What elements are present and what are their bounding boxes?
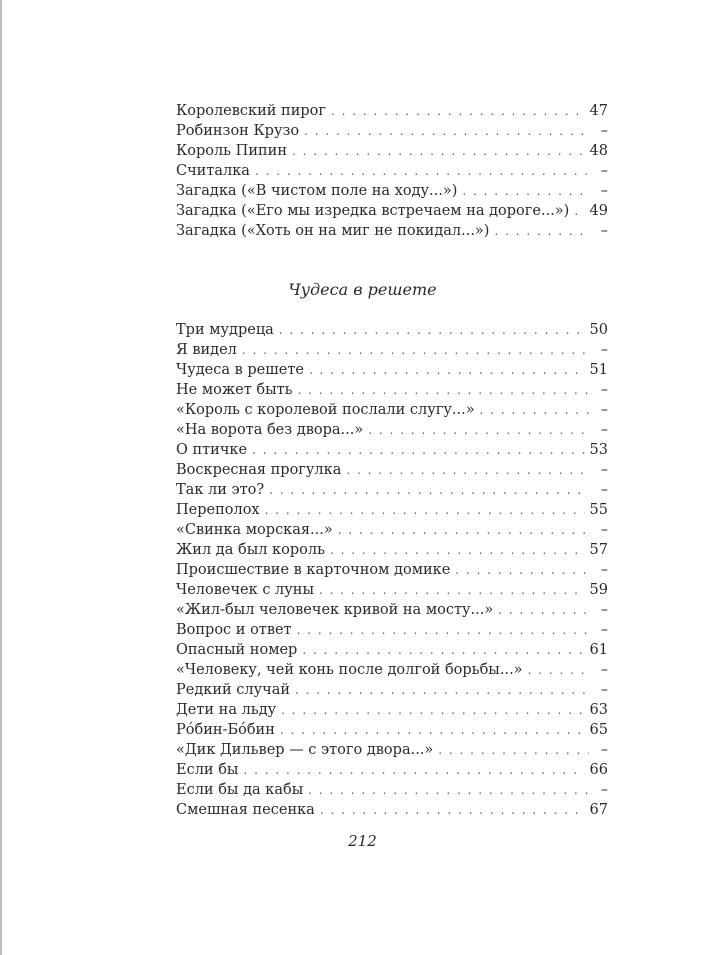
dot-leader — [455, 560, 589, 580]
toc-entry — [176, 141, 608, 161]
toc-entry-title: Воскресная прогулка — [176, 462, 342, 478]
toc-entry-page: – — [600, 342, 608, 358]
toc-entry-page: 63 — [589, 702, 608, 718]
dot-leader — [331, 101, 585, 121]
toc-entry-page: – — [600, 562, 608, 578]
dot-leader — [292, 141, 585, 161]
toc-entry-title: «Дик Дильвер — с этого двора...» — [176, 742, 434, 758]
toc-entry-title: «Свинка морская...» — [176, 522, 333, 538]
dot-leader — [242, 340, 589, 360]
toc-entry-title: Человечек с луны — [176, 582, 314, 598]
toc-entry-title: Загадка («В чистом поле на ходу...») — [176, 183, 458, 199]
dot-leader — [265, 500, 585, 520]
toc-entry-page: – — [600, 163, 608, 179]
toc-entry — [176, 640, 608, 660]
toc-entry — [176, 181, 608, 201]
toc-entry-title: Три мудреца — [176, 322, 274, 338]
toc-entry-page: – — [600, 462, 608, 478]
dot-leader — [304, 121, 589, 141]
toc-entry-title: Так ли это? — [176, 482, 265, 498]
toc-entry-page: 48 — [589, 143, 608, 159]
toc-entry — [176, 440, 608, 460]
toc-entry — [176, 121, 608, 141]
toc-entry-title: Загадка («Хоть он на миг не покидал...») — [176, 223, 490, 239]
dot-leader — [295, 680, 589, 700]
toc-entry — [176, 680, 608, 700]
toc-entry — [176, 540, 608, 560]
dot-leader — [498, 600, 589, 620]
toc-entry — [176, 320, 608, 340]
dot-leader — [298, 380, 589, 400]
toc-entry-title: Жил да был король — [176, 542, 325, 558]
dot-leader — [297, 620, 589, 640]
toc-entry-page: – — [600, 742, 608, 758]
toc-entry-title: Загадка («Его мы изредка встречаем на дороге...») — [176, 203, 570, 219]
dot-leader — [320, 800, 585, 820]
toc-entry — [176, 800, 608, 820]
dot-leader — [330, 540, 585, 560]
toc-entry — [176, 340, 608, 360]
toc-list-top — [176, 101, 608, 241]
toc-entry — [176, 221, 608, 241]
toc-entry-page: 47 — [589, 103, 608, 119]
toc-entry-page: – — [600, 602, 608, 618]
toc-entry — [176, 720, 608, 740]
toc-entry-title: Происшествие в карточном домике — [176, 562, 451, 578]
toc-entry-title: Не может быть — [176, 382, 293, 398]
toc-entry — [176, 700, 608, 720]
toc-entry-title: Вопрос и ответ — [176, 622, 292, 638]
dot-leader — [338, 520, 589, 540]
toc-entry — [176, 201, 608, 221]
toc-entry — [176, 360, 608, 380]
toc-entry-page: 67 — [589, 802, 608, 818]
toc-entry-title: Королевский пирог — [176, 103, 326, 119]
dot-leader — [480, 400, 589, 420]
toc-entry-page: 50 — [589, 322, 608, 338]
toc-entry-title: Чудеса в решете — [176, 362, 304, 378]
toc-entry-page: 59 — [589, 582, 608, 598]
toc-entry-page: 53 — [589, 442, 608, 458]
toc-entry-title: Опасный номер — [176, 642, 298, 658]
toc-entry — [176, 580, 608, 600]
dot-leader — [494, 221, 589, 241]
toc-entry — [176, 161, 608, 181]
toc-entry-title: «Человеку, чей конь после долгой борьбы...» — [176, 662, 523, 678]
dot-leader — [302, 640, 584, 660]
toc-entry-page: 49 — [589, 203, 608, 219]
toc-entry-page: – — [600, 622, 608, 638]
dot-leader — [252, 440, 584, 460]
toc-entry-title: Робинзон Крузо — [176, 123, 300, 139]
toc-entry-title: Рóбин-Бóбин — [176, 722, 275, 738]
section-title: Чудеса в решете — [288, 280, 437, 299]
dot-leader — [269, 480, 589, 500]
page-number: 212 — [348, 832, 377, 850]
toc-entry — [176, 660, 608, 680]
page-edge — [0, 0, 2, 955]
dot-leader — [281, 700, 584, 720]
toc-entry — [176, 460, 608, 480]
toc-entry-page: – — [600, 223, 608, 239]
toc-entry-page: – — [600, 422, 608, 438]
toc-entry-page: 61 — [589, 642, 608, 658]
toc-entry — [176, 620, 608, 640]
toc-entry-page: – — [600, 662, 608, 678]
toc-entry-page: – — [600, 382, 608, 398]
toc-entry-page: – — [600, 782, 608, 798]
toc-entry — [176, 400, 608, 420]
toc-entry — [176, 420, 608, 440]
toc-entry-title: Если бы да кабы — [176, 782, 304, 798]
dot-leader — [574, 201, 584, 221]
toc-entry-page: 55 — [589, 502, 608, 518]
toc-entry-title: Считалка — [176, 163, 250, 179]
toc-entry — [176, 380, 608, 400]
toc-entry-title: Дети на льду — [176, 702, 277, 718]
toc-entry-page: – — [600, 402, 608, 418]
toc-entry-title: «На ворота без двора...» — [176, 422, 364, 438]
toc-entry — [176, 760, 608, 780]
dot-leader — [319, 580, 585, 600]
toc-entry-title: «Король с королевой послали слугу...» — [176, 402, 475, 418]
dot-leader — [346, 460, 589, 480]
toc-entry-page: – — [600, 682, 608, 698]
toc-entry-title: Смешная песенка — [176, 802, 315, 818]
dot-leader — [368, 420, 589, 440]
toc-entry-page: – — [600, 522, 608, 538]
toc-entry-page: 66 — [589, 762, 608, 778]
toc-entry — [176, 780, 608, 800]
toc-entry-title: Король Пипин — [176, 143, 287, 159]
dot-leader — [279, 320, 585, 340]
dot-leader — [255, 161, 589, 181]
toc-entry — [176, 740, 608, 760]
toc-entry-page: 65 — [589, 722, 608, 738]
toc-entry-title: Переполох — [176, 502, 260, 518]
toc-entry-title: «Жил-был человечек кривой на мосту...» — [176, 602, 494, 618]
dot-leader — [309, 360, 585, 380]
toc-entry-title: Если бы — [176, 762, 239, 778]
dot-leader — [528, 660, 589, 680]
toc-entry — [176, 500, 608, 520]
toc-entry-page: – — [600, 183, 608, 199]
toc-entry-page: – — [600, 482, 608, 498]
dot-leader — [462, 181, 589, 201]
dot-leader — [438, 740, 589, 760]
toc-entry — [176, 560, 608, 580]
toc-entry-page: 57 — [589, 542, 608, 558]
dot-leader — [243, 760, 584, 780]
toc-entry-title: О птичке — [176, 442, 248, 458]
toc-entry — [176, 600, 608, 620]
toc-entry — [176, 101, 608, 121]
toc-entry-page: – — [600, 123, 608, 139]
toc-entry — [176, 480, 608, 500]
dot-leader — [308, 780, 589, 800]
toc-entry-title: Редкий случай — [176, 682, 291, 698]
toc-entry-page: 51 — [589, 362, 608, 378]
toc-entry — [176, 520, 608, 540]
dot-leader — [280, 720, 585, 740]
toc-entry-title: Я видел — [176, 342, 237, 358]
toc-list-section — [176, 320, 608, 820]
